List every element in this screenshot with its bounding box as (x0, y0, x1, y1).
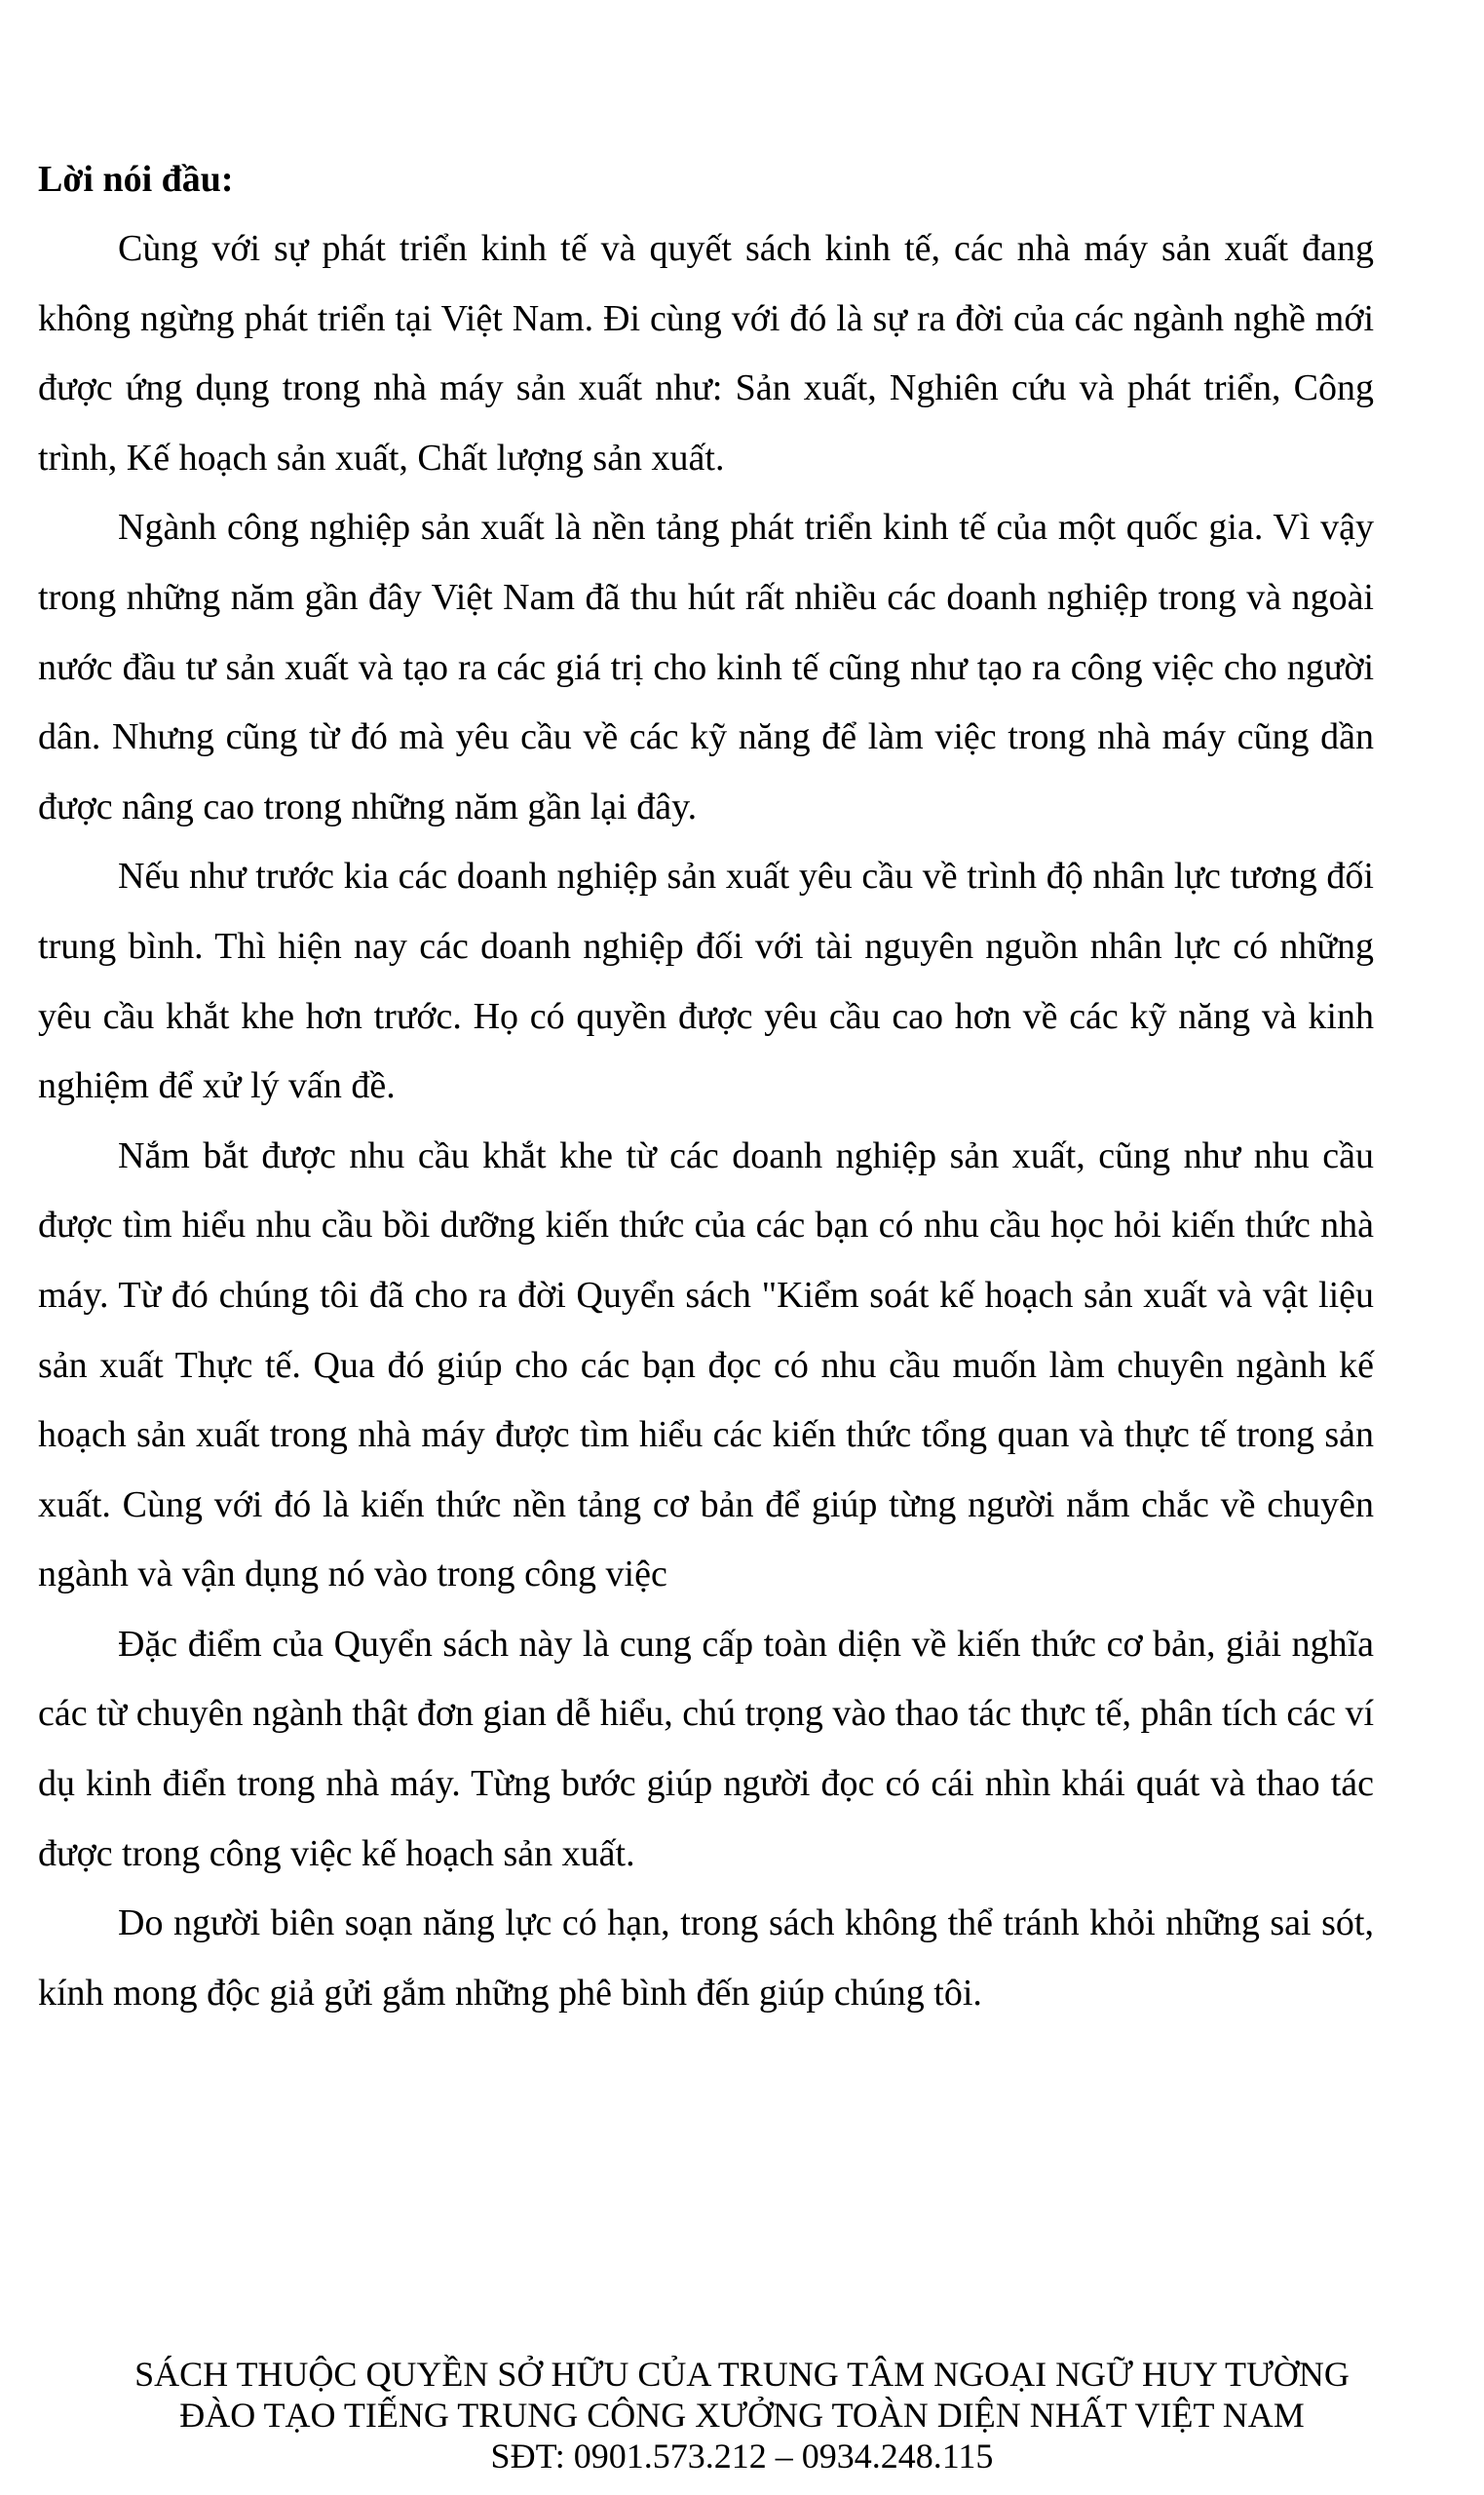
page-footer (0, 2354, 1484, 2476)
footer-ownership-line: SÁCH THUỘC QUYỀN SỞ HỮU CỦA TRUNG TÂM NGOẠI NGỮ HUY TƯỜNG (134, 2355, 1350, 2394)
footer-training-line: ĐÀO TẠO TIẾNG TRUNG CÔNG XƯỞNG TOÀN DIỆN NHẤT VIỆT NAM (179, 2396, 1305, 2435)
footer-phone-line: SĐT: 0901.573.212 – 0934.248.115 (490, 2437, 994, 2476)
paragraph-4: Nắm bắt được nhu cầu khắt khe từ các doanh nghiệp sản xuất, cũng như nhu cầu được tìm hiểu nhu cầu bồi dưỡng kiến thức của các bạn có nhu cầu học hỏi kiến thức nhà máy. Từ đó chúng tôi đã cho ra đời Quyển sách "Kiểm soát kế hoạch sản xuất và vật liệu sản xuất Thực tế. Qua đó giúp cho các bạn đọc có nhu cầu muốn làm chuyên ngành kế hoạch sản xuất trong nhà máy được tìm hiểu các kiến thức tổng quan và thực tế trong sản xuất. Cùng với đó là kiến thức nền tảng cơ bản để giúp từng người nắm chắc về chuyên ngành và vận dụng nó vào trong công việc (38, 1134, 1374, 1595)
document-body (38, 144, 1374, 2028)
paragraph-1: Cùng với sự phát triển kinh tế và quyết sách kinh tế, các nhà máy sản xuất đang không ngừng phát triển tại Việt Nam. Đi cùng với đó là sự ra đời của các ngành nghề mới được ứng dụng trong nhà máy sản xuất như: Sản xuất, Nghiên cứu và phát triển, Công trình, Kế hoạch sản xuất, Chất lượng sản xuất. (38, 228, 1374, 479)
paragraph-3: Nếu như trước kia các doanh nghiệp sản xuất yêu cầu về trình độ nhân lực tương đối trung bình. Thì hiện nay các doanh nghiệp đối với tài nguyên nguồn nhân lực có những yêu cầu khắt khe hơn trước. Họ có quyền được yêu cầu cao hơn về các kỹ năng và kinh nghiệm để xử lý vấn đề. (38, 856, 1374, 1107)
section-heading: Lời nói đầu: (38, 159, 234, 200)
paragraph-6: Do người biên soạn năng lực có hạn, trong sách không thể tránh khỏi những sai sót, kính mong độc giả gửi gắm những phê bình đến giúp chúng tôi. (38, 1902, 1374, 2014)
paragraph-5: Đặc điểm của Quyển sách này là cung cấp toàn diện về kiến thức cơ bản, giải nghĩa các từ chuyên ngành thật đơn gian dễ hiểu, chú trọng vào thao tác thực tế, phân tích các ví dụ kinh điển trong nhà máy. Từng bước giúp người đọc có cái nhìn khái quát và thao tác được trong công việc kế hoạch sản xuất. (38, 1623, 1374, 1874)
paragraph-2: Ngành công nghiệp sản xuất là nền tảng phát triển kinh tế của một quốc gia. Vì vậy trong những năm gần đây Việt Nam đã thu hút rất nhiều các doanh nghiệp trong và ngoài nước đầu tư sản xuất và tạo ra các giá trị cho kinh tế cũng như tạo ra công việc cho người dân. Nhưng cũng từ đó mà yêu cầu về các kỹ năng để làm việc trong nhà máy cũng dần được nâng cao trong những năm gần lại đây. (38, 507, 1374, 827)
